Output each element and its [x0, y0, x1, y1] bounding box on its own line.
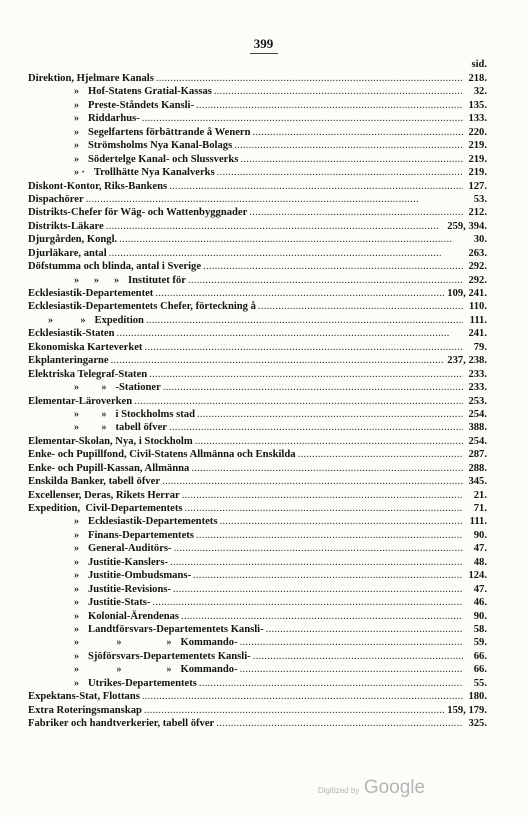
ditto-mark: »: [74, 543, 79, 555]
index-entry: [28, 569, 487, 582]
entry-label: Enke- och Pupillfond, Civil-Statens Allmänna och Enskilda: [28, 449, 296, 461]
ditto-mark: »: [74, 677, 79, 689]
entry-pages: 159, 179.: [447, 704, 487, 716]
entry-pages: 90.: [473, 529, 487, 541]
entry-pages: 127.: [468, 180, 487, 192]
entry-label: Distrikts-Chefer för Wäg- och Wattenbyggnader: [28, 207, 248, 219]
ditto-mark: » »: [48, 314, 86, 326]
page-number: 399: [253, 36, 274, 51]
index-entry: [28, 435, 487, 448]
entry-pages: 90.: [473, 610, 487, 622]
index-entry: [28, 220, 487, 233]
entry-pages: 59.: [473, 637, 487, 649]
entry-label: Distrikts-Läkare: [28, 220, 104, 232]
dot-leader: [173, 583, 463, 596]
index-entry: [28, 650, 487, 663]
entry-label: Strömsholms Nya Kanal-Bolags: [88, 140, 233, 152]
ditto-mark: » » »: [74, 664, 172, 676]
index-entry: [28, 583, 487, 596]
entry-pages: 48.: [473, 556, 487, 568]
entry-label: Kommando-: [180, 664, 238, 676]
entry-pages: 124.: [468, 570, 487, 582]
index-entry: [28, 354, 487, 367]
index-entry: [28, 180, 487, 193]
entry-pages: 219.: [468, 140, 487, 152]
dot-leader: [109, 247, 463, 260]
entry-pages: 46.: [473, 597, 487, 609]
dot-leader: [253, 126, 463, 139]
dot-leader: [181, 610, 463, 623]
entry-pages: 55.: [473, 677, 487, 689]
index-entry: [28, 502, 487, 515]
entry-label: Hof-Statens Gratial-Kassas: [88, 86, 212, 98]
entry-pages: 21.: [473, 489, 487, 501]
dot-leader: [191, 462, 463, 475]
entry-label: i Stockholms stad: [115, 408, 195, 420]
dot-leader: [162, 475, 463, 488]
dot-leader: [182, 489, 463, 502]
dot-leader: [142, 690, 463, 703]
ditto-mark: »: [74, 140, 79, 152]
index-entry: [28, 395, 487, 408]
entry-label: Justitie-Kanslers-: [88, 556, 169, 568]
ditto-mark: » » »: [74, 637, 172, 649]
index-entries: [28, 72, 487, 730]
dot-leader: [152, 596, 463, 609]
entry-label: Kommando-: [180, 637, 238, 649]
entry-pages: 79.: [473, 341, 487, 353]
ditto-mark: »: [74, 610, 79, 622]
index-entry: [28, 233, 487, 246]
ditto-mark: »: [74, 556, 79, 568]
digitized-label: Digitized by: [318, 786, 360, 795]
dot-leader: [266, 623, 463, 636]
entry-label: Elektriska Telegraf-Staten: [28, 368, 148, 380]
index-entry: [28, 166, 487, 179]
entry-pages: 135.: [468, 99, 487, 111]
entry-pages: 212.: [468, 207, 487, 219]
index-entry: [28, 85, 487, 98]
dot-leader: [193, 569, 463, 582]
entry-label: Sjöförsvars-Departementets Kansli-: [88, 650, 251, 662]
index-entry: [28, 260, 487, 273]
entry-pages: 292.: [468, 274, 487, 286]
dot-leader: [106, 220, 446, 233]
index-entry: [28, 314, 487, 327]
dot-leader: [216, 717, 463, 730]
dot-leader: [298, 448, 463, 461]
index-entry: [28, 193, 487, 206]
index-entry: [28, 247, 487, 260]
entry-pages: 218.: [468, 73, 487, 84]
entry-pages: 388.: [468, 422, 487, 434]
index-entry: [28, 408, 487, 421]
index-entry: [28, 556, 487, 569]
dot-leader: [156, 72, 463, 85]
dot-leader: [149, 368, 463, 381]
dot-leader: [234, 139, 463, 152]
entry-label: Döfstumma och blinda, antal i Sverige: [28, 261, 202, 273]
entry-label: Direktion, Hjelmare Kanals: [28, 73, 154, 84]
index-entry: [28, 126, 487, 139]
ditto-mark: »: [74, 570, 79, 582]
index-entry: [28, 99, 487, 112]
dot-leader: [134, 395, 463, 408]
dot-leader: [203, 260, 463, 273]
ditto-mark: »: [74, 597, 79, 609]
entry-label: Justitie-Ombudsmans-: [88, 570, 192, 582]
entry-label: Enskilda Banker, tabell öfver: [28, 476, 161, 488]
entry-pages: 219.: [468, 167, 487, 179]
index-entry: [28, 462, 487, 475]
entry-label: General-Auditörs-: [88, 543, 172, 555]
dot-leader: [184, 502, 463, 515]
entry-pages: 66.: [473, 664, 487, 676]
entry-label: Expedition, Civil-Departementets: [28, 503, 183, 514]
entry-pages: 111.: [469, 314, 487, 326]
ditto-mark: »: [74, 153, 79, 165]
dot-leader: [240, 153, 463, 166]
index-entry: [28, 475, 487, 488]
index-entry: [28, 717, 487, 730]
index-entry: [28, 368, 487, 381]
google-brand: Google: [363, 777, 426, 798]
entry-label: Expedition: [94, 314, 144, 326]
dot-leader: [196, 99, 463, 112]
column-header: sid.: [471, 59, 487, 70]
digitized-footer: [318, 777, 425, 799]
entry-label: Djurläkare, antal: [28, 247, 107, 259]
index-entry: [28, 623, 487, 636]
entry-label: Dispachörer: [28, 193, 84, 205]
index-entry: [28, 515, 487, 528]
dot-leader: [197, 408, 463, 421]
entry-label: Riddarhus-: [88, 113, 140, 125]
entry-pages: 133.: [468, 113, 487, 125]
index-entry: [28, 690, 487, 703]
index-entry: [28, 636, 487, 649]
entry-label: Excellenser, Deras, Rikets Herrar: [28, 489, 180, 501]
ditto-mark: » »: [74, 408, 107, 420]
entry-label: Extra Roteringsmanskap: [28, 704, 142, 716]
entry-pages: 259, 394.: [447, 220, 487, 232]
entry-label: Justitie-Stats-: [88, 597, 151, 609]
entry-pages: 219.: [468, 153, 487, 165]
dot-leader: [144, 341, 463, 354]
entry-label: Djurgården, Kongl.: [28, 234, 118, 246]
entry-label: Kolonial-Ärendenas: [88, 610, 180, 622]
entry-pages: 287.: [468, 449, 487, 461]
entry-pages: 254.: [468, 408, 487, 420]
dot-leader: [155, 287, 445, 300]
index-entry: [28, 596, 487, 609]
ditto-mark: »: [74, 516, 79, 528]
entry-label: Fabriker och handtverkerier, tabell öfver: [28, 718, 215, 729]
entry-label: Landtförsvars-Departementets Kansli-: [88, 623, 264, 635]
index-entry: [28, 341, 487, 354]
index-entry: [28, 287, 487, 300]
dot-leader: [258, 300, 463, 313]
entry-label: Ecklesiastik-Staten: [28, 328, 115, 340]
dot-leader: [142, 112, 463, 125]
dot-leader: [214, 85, 463, 98]
entry-pages: 288.: [468, 462, 487, 474]
entry-label: Expektans-Stat, Flottans: [28, 691, 140, 703]
ditto-mark: »: [74, 86, 79, 98]
dot-leader: [174, 542, 463, 555]
dot-leader: [170, 556, 463, 569]
entry-pages: 53.: [473, 193, 487, 205]
ditto-mark: »: [74, 113, 79, 125]
index-entry: [28, 153, 487, 166]
entry-pages: 180.: [468, 691, 487, 703]
index-entry: [28, 448, 487, 461]
entry-pages: 109, 241.: [447, 288, 487, 299]
entry-pages: 110.: [469, 301, 487, 313]
entry-label: Ecklesiastik-Departementet: [28, 288, 154, 299]
dot-leader: [163, 381, 463, 394]
index-entry: [28, 529, 487, 542]
entry-label: Finans-Departementets: [88, 529, 194, 541]
index-entry: [28, 704, 487, 717]
dot-leader: [217, 166, 463, 179]
ditto-mark: »: [74, 126, 79, 138]
entry-pages: 241.: [468, 328, 487, 340]
entry-pages: 253.: [468, 395, 487, 407]
entry-label: Ekonomiska Karteverket: [28, 341, 143, 353]
index-entry: [28, 677, 487, 690]
page-number-rule: [250, 53, 278, 54]
index-entry: [28, 663, 487, 676]
entry-label: Södertelge Kanal- och Slussverks: [88, 153, 239, 165]
dot-leader: [199, 677, 463, 690]
entry-pages: 30.: [473, 234, 487, 246]
dot-leader: [196, 529, 463, 542]
index-entry: [28, 421, 487, 434]
ditto-mark: » »: [74, 382, 107, 394]
dot-leader: [169, 421, 463, 434]
entry-pages: 71.: [473, 503, 487, 514]
entry-pages: 66.: [473, 650, 487, 662]
entry-label: tabell öfver: [115, 422, 167, 434]
index-entry: [28, 72, 487, 85]
entry-pages: 32.: [473, 86, 487, 98]
dot-leader: [86, 193, 463, 206]
entry-pages: 233.: [468, 382, 487, 394]
dot-leader: [169, 180, 463, 193]
entry-pages: 58.: [473, 623, 487, 635]
ditto-mark: »: [74, 583, 79, 595]
index-entry: [28, 206, 487, 219]
entry-pages: 233.: [468, 368, 487, 380]
entry-label: Segelfartens förbättrande å Wenern: [88, 126, 251, 138]
index-entry: [28, 381, 487, 394]
entry-label: -Stationer: [115, 382, 161, 394]
entry-label: Preste-Ståndets Kansli-: [88, 99, 195, 111]
entry-label: Ecklesiastik-Departementets Chefer, förteckning å: [28, 301, 256, 313]
index-entry: [28, 610, 487, 623]
index-entry: [28, 300, 487, 313]
dot-leader: [240, 663, 463, 676]
entry-pages: 111.: [469, 516, 487, 528]
dot-leader: [253, 650, 463, 663]
entry-pages: 237, 238.: [447, 355, 487, 367]
entry-label: Utrikes-Departementets: [88, 677, 197, 689]
ditto-mark: »: [74, 529, 79, 541]
dot-leader: [188, 274, 463, 287]
entry-pages: 325.: [468, 718, 487, 729]
index-entry: [28, 139, 487, 152]
ditto-mark: »: [74, 623, 79, 635]
dot-leader: [117, 327, 463, 340]
dot-leader: [195, 435, 463, 448]
ditto-mark: » »: [74, 422, 107, 434]
entry-label: Trollhätte Nya Kanalverks: [93, 167, 215, 179]
ditto-mark: » » »: [74, 274, 119, 286]
dot-leader: [111, 354, 446, 367]
entry-pages: 292.: [468, 261, 487, 273]
entry-label: Diskont-Kontor, Riks-Bankens: [28, 180, 168, 192]
entry-pages: 47.: [473, 583, 487, 595]
entry-label: Elementar-Skolan, Nya, i Stockholm: [28, 435, 193, 447]
ditto-mark: »: [74, 650, 79, 662]
index-entry: [28, 112, 487, 125]
entry-pages: 47.: [473, 543, 487, 555]
dot-leader: [240, 636, 463, 649]
entry-pages: 254.: [468, 435, 487, 447]
entry-pages: 220.: [468, 126, 487, 138]
ditto-mark: » ·: [74, 167, 85, 179]
dot-leader: [219, 515, 463, 528]
dot-leader: [249, 206, 463, 219]
entry-label: Elementar-Läroverken: [28, 395, 133, 407]
entry-label: Enke- och Pupill-Kassan, Allmänna: [28, 462, 190, 474]
ditto-mark: »: [74, 99, 79, 111]
index-entry: [28, 274, 487, 287]
entry-pages: 345.: [468, 476, 487, 488]
index-entry: [28, 542, 487, 555]
entry-label: Ecklesiastik-Departementets: [88, 516, 218, 528]
dot-leader: [146, 314, 463, 327]
index-entry: [28, 489, 487, 502]
entry-label: Justitie-Revisions-: [88, 583, 171, 595]
entry-label: Ekplanteringarne: [28, 355, 109, 367]
entry-label: Institutet för: [128, 274, 186, 286]
dot-leader: [144, 704, 445, 717]
dot-leader: [119, 233, 463, 246]
index-entry: [28, 327, 487, 340]
entry-pages: 263.: [468, 247, 487, 259]
